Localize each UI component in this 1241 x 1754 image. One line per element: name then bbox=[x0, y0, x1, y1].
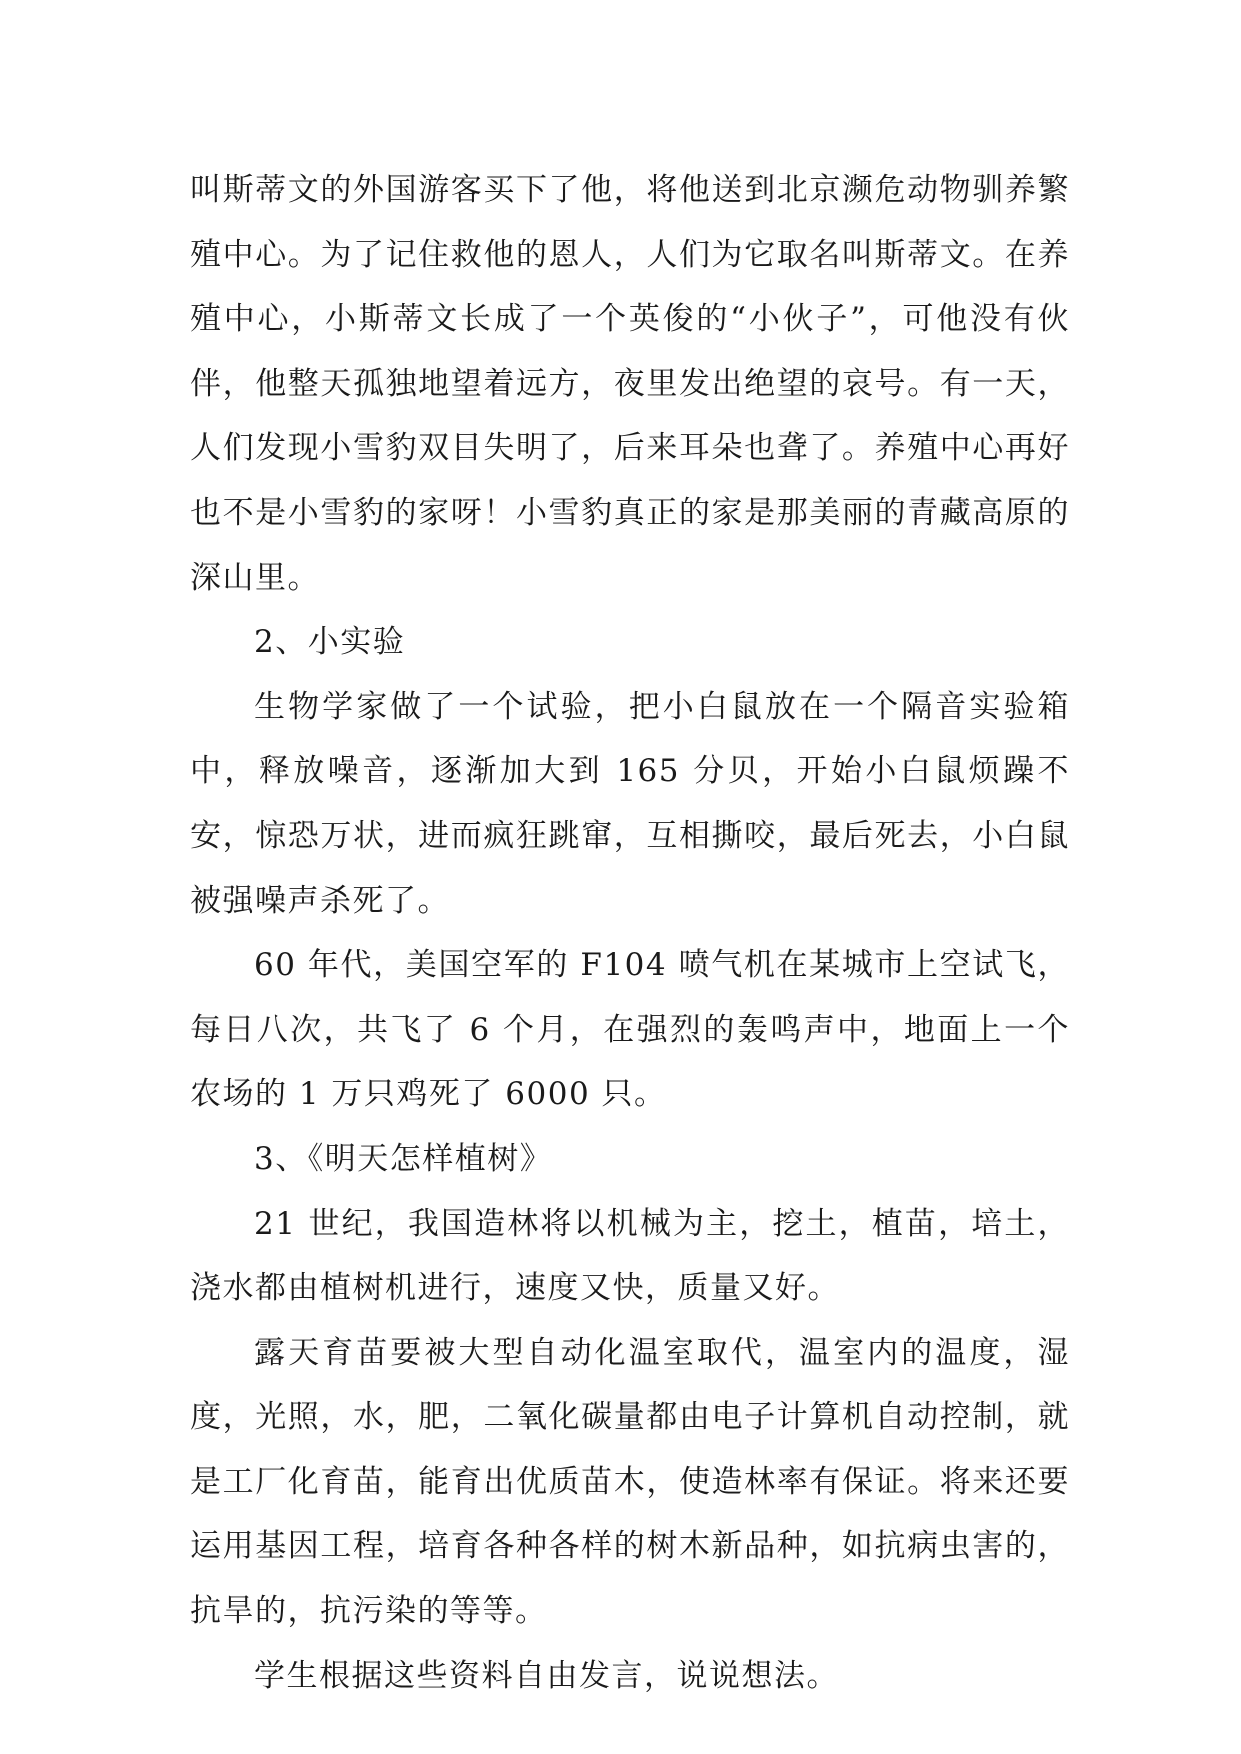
paragraph-mechanized-forestry: 21 世纪，我国造林将以机械为主，挖土，植苗，培土，浇水都由植树机进行，速度又快，质量又好。 bbox=[190, 1205, 1070, 1307]
paragraph-greenhouse-seedlings: 露天育苗要被大型自动化温室取代，温室内的温度，湿度，光照，水，肥，二氧化碳量都由电子计算机自动控制，就是工厂化育苗，能育出优质苗木，使造林率有保证。将来还要运用基因工程，培育各种各样的树木新品种，如抗病虫害的，抗旱的，抗污染的等等。 bbox=[190, 1334, 1070, 1630]
document-body bbox=[190, 158, 1070, 1708]
heading-tree-planting: 3、《明天怎样植树》 bbox=[254, 1140, 553, 1177]
paragraph-snow-leopard-story: 叫斯蒂文的外国游客买下了他，将他送到北京濒危动物驯养繁殖中心。为了记住救他的恩人，人们为它取名叫斯蒂文。在养殖中心，小斯蒂文长成了一个英俊的“小伙子”，可他没有伙伴，他整天孤独地望着远方，夜里发出绝望的哀号。有一天，人们发现小雪豹双目失明了，后来耳朵也聋了。养殖中心再好也不是小雪豹的家呀！小雪豹真正的家是那美丽的青藏高原的深山里。 bbox=[190, 172, 1070, 596]
heading-small-experiment: 2、小实验 bbox=[254, 624, 406, 661]
paragraph-mouse-experiment: 生物学家做了一个试验，把小白鼠放在一个隔音实验箱中，释放噪音，逐渐加大到 165 分贝，开始小白鼠烦躁不安，惊恐万状，进而疯狂跳窜，互相撕咬，最后死去，小白鼠被强噪声杀死了。 bbox=[190, 688, 1070, 919]
paragraph-student-discussion: 学生根据这些资料自由发言，说说想法。 bbox=[254, 1657, 839, 1694]
paragraph-jet-noise: 60 年代，美国空军的 F104 喷气机在某城市上空试飞，每日八次，共飞了 6 个月，在强烈的轰鸣声中，地面上一个农场的 1 万只鸡死了 6000 只。 bbox=[190, 947, 1070, 1113]
